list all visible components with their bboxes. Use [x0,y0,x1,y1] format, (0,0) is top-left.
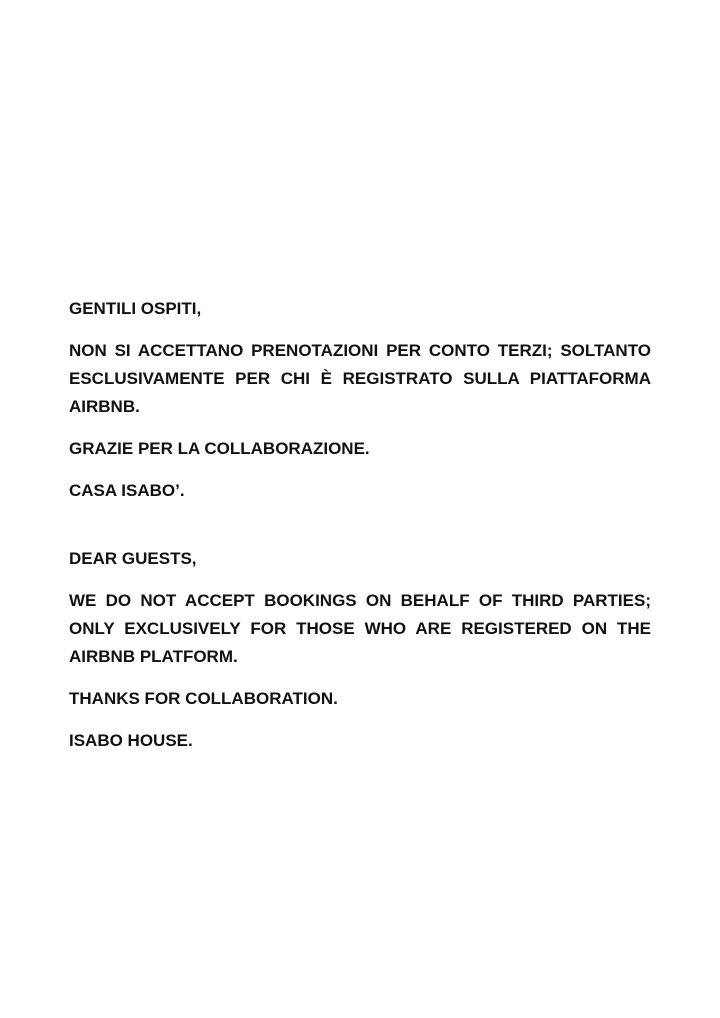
italian-thanks: GRAZIE PER LA COLLABORAZIONE. [69,439,370,458]
english-greeting: DEAR GUESTS, [69,549,197,568]
italian-greeting: GENTILI OSPITI, [69,299,202,318]
italian-signature: CASA ISABO’. [69,481,185,500]
english-thanks: THANKS FOR COLLABORATION. [69,689,338,708]
english-notice [69,545,651,769]
italian-notice [69,295,651,519]
italian-body: NON SI ACCETTANO PRENOTAZIONI PER CONTO TERZI; SOLTANTO ESCLUSIVAMENTE PER CHI È REGISTRATO SULLA PIATTAFORMA AIRBNB. [69,341,651,416]
english-signature: ISABO HOUSE. [69,731,193,750]
english-body: WE DO NOT ACCEPT BOOKINGS ON BEHALF OF THIRD PARTIES; ONLY EXCLUSIVELY FOR THOSE WHO ARE REGISTERED ON THE AIRBNB PLATFORM. [69,591,651,666]
